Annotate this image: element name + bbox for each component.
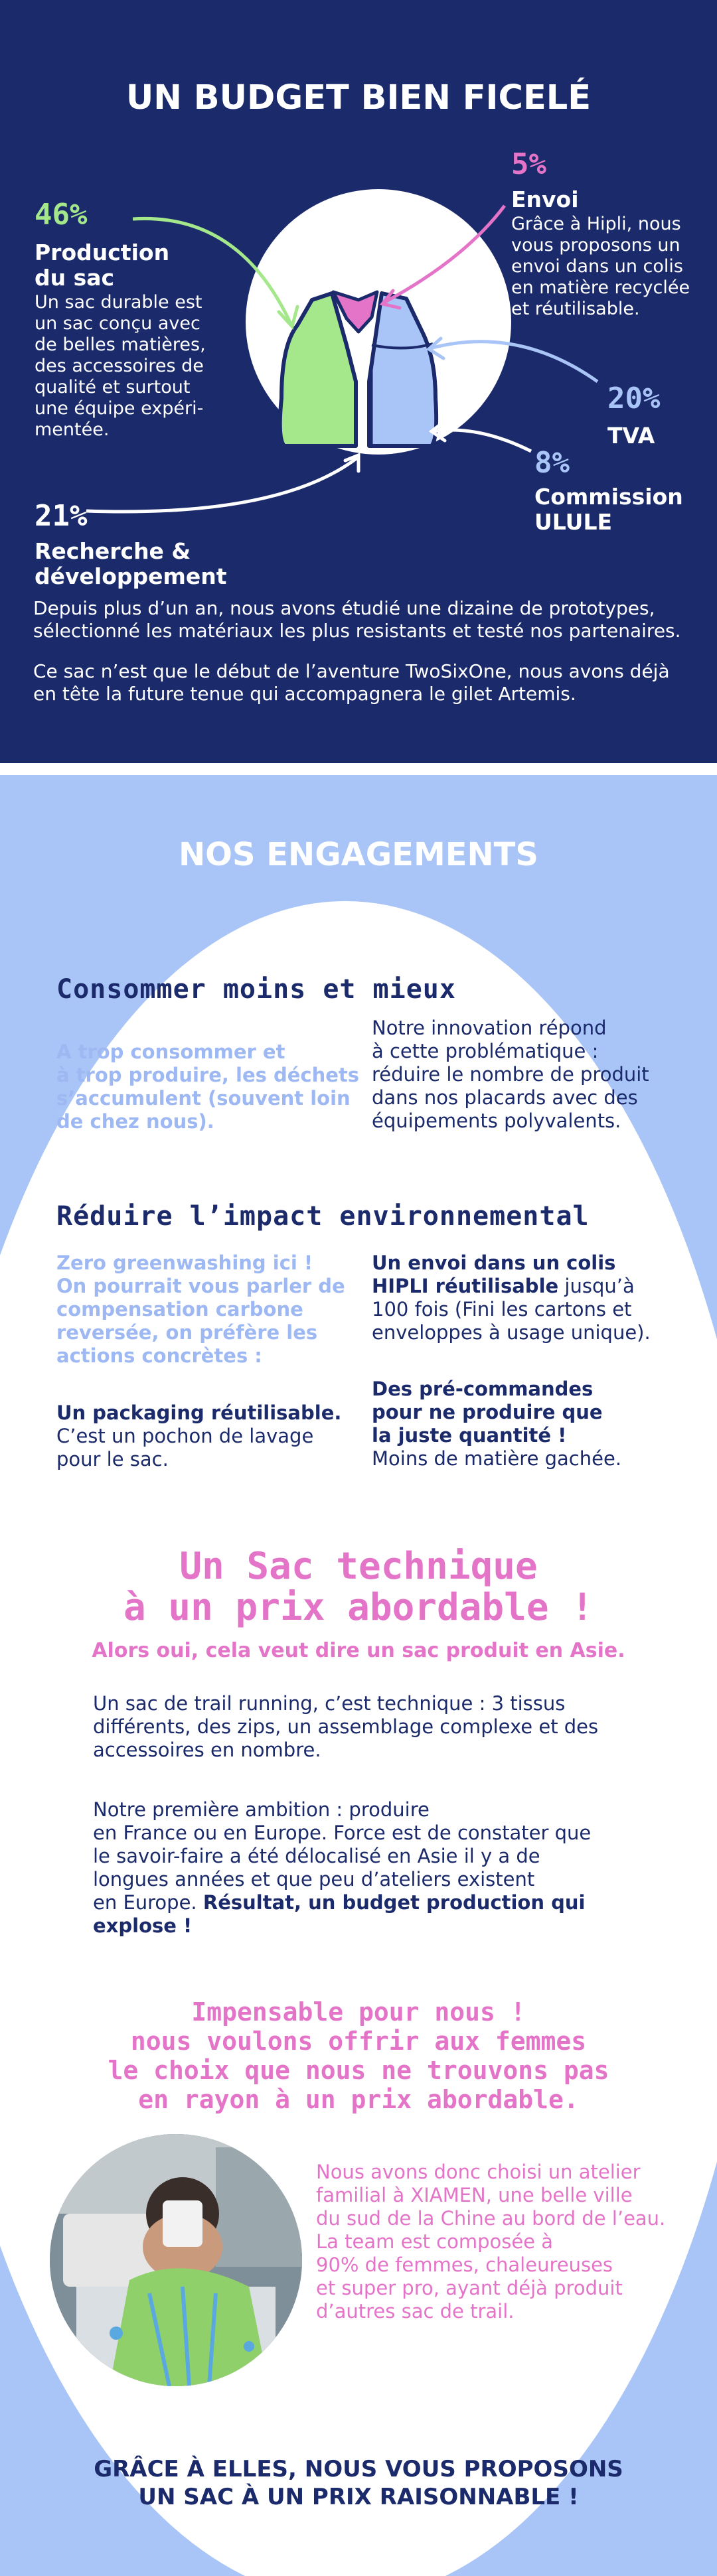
arrow-recherche bbox=[86, 458, 357, 512]
reduire-heading: Réduire l’impact environnemental bbox=[56, 1201, 590, 1232]
arrow-envoi bbox=[385, 206, 505, 302]
arrow-tva bbox=[430, 342, 598, 382]
consommer-left-text: A trop consommer et à trop produire, les déchets s’accumulent (souvent loin de chez nous). bbox=[56, 1040, 360, 1133]
consommer-heading: Consommer moins et mieux bbox=[56, 974, 456, 1005]
commission-percent: 8% bbox=[534, 446, 570, 480]
production-label: Production du sac bbox=[35, 240, 170, 291]
technique-paragraph-2: Notre première ambition : produire en France ou en Europe. Force est de constater que le savoir-faire a été délocalisé en Asie il y a de longues années et que peu d’ateliers existent en Europe. Résultat, un budget production qui explose ! bbox=[93, 1798, 592, 1937]
reduire-left-packaging-text: Un packaging réutilisable. C’est un pochon de lavage pour le sac. bbox=[56, 1401, 342, 1470]
atelier-worker-photo bbox=[50, 2134, 302, 2386]
technique-heading: Un Sac technique à un prix abordable ! bbox=[123, 1545, 594, 1629]
technique-subheading: Alors oui, cela veut dire un sac produit en Asie. bbox=[92, 1639, 625, 1662]
engagements-title: NOS ENGAGEMENTS bbox=[179, 836, 538, 873]
tva-percent: 20% bbox=[607, 382, 661, 415]
consommer-right-text: Notre innovation répond à cette problématique : réduire le nombre de produit dans nos placards avec des équipements polyvalents. bbox=[372, 1017, 649, 1132]
production-description: Un sac durable est un sac conçu avec de belles matières, des accessoires de qualité et surtout une équipe expéri- mentée. bbox=[35, 292, 206, 440]
atelier-text: Nous avons donc choisi un atelier familial à XIAMEN, une belle ville du sud de la Chine au bord de l’eau. La team est composée à 90% de femmes, chaleureuses et super pro, ayant déjà produit d’autres sac de trail. bbox=[316, 2161, 666, 2323]
reduire-right-precommande-text: Des pré-commandes pour ne produire que la juste quantité ! Moins de matière gachée. bbox=[372, 1378, 622, 1470]
atelier-photo-illustration bbox=[50, 2134, 302, 2386]
reduire-right-envoi-text: Un envoi dans un colis HIPLI réutilisable jusqu’à 100 fois (Fini les cartons et enveloppes à usage unique). bbox=[372, 1252, 651, 1344]
budget-paragraph-2: Ce sac n’est que le début de l’aventure TwoSixOne, nous avons déjà en tête la future tenue qui accompagnera le gilet Artemis. bbox=[33, 660, 670, 705]
recherche-percent: 21% bbox=[35, 499, 88, 533]
vest-right-panel bbox=[369, 293, 436, 446]
commission-label: Commission ULULE bbox=[534, 484, 683, 535]
closing-statement: GRÂCE À ELLES, NOUS VOUS PROPOSONS UN SAC À UN PRIX RAISONNABLE ! bbox=[94, 2456, 623, 2510]
budget-paragraph-1: Depuis plus d’un an, nous avons étudié une dizaine de prototypes, sélectionné les matériaux les plus resistants et testé nos partenaires. bbox=[33, 597, 681, 642]
envoi-description: Grâce à Hipli, nous vous proposons un envoi dans un colis en matière recyclée et réutilisable. bbox=[511, 214, 690, 319]
budget-section bbox=[0, 0, 717, 763]
arrow-commission bbox=[433, 430, 531, 451]
technique-paragraph-1: Un sac de trail running, c’est technique : 3 tissus différents, des zips, un assemblage complexe et des accessoires en nombre. bbox=[93, 1692, 599, 1761]
impensable-text: Impensable pour nous ! nous voulons offrir aux femmes le choix que nous ne trouvons pas en rayon à un prix abordable. bbox=[108, 1997, 609, 2114]
production-percent: 46% bbox=[35, 198, 88, 232]
envoi-label: Envoi bbox=[511, 186, 579, 212]
recherche-label: Recherche & développement bbox=[35, 538, 227, 589]
reduire-left-light-text: Zero greenwashing ici ! On pourrait vous parler de compensation carbone reversée, on préfère les actions concrètes : bbox=[56, 1252, 345, 1367]
envoi-percent: 5% bbox=[511, 147, 546, 181]
budget-title: UN BUDGET BIEN FICELÉ bbox=[125, 78, 592, 117]
tva-label: TVA bbox=[607, 423, 655, 449]
